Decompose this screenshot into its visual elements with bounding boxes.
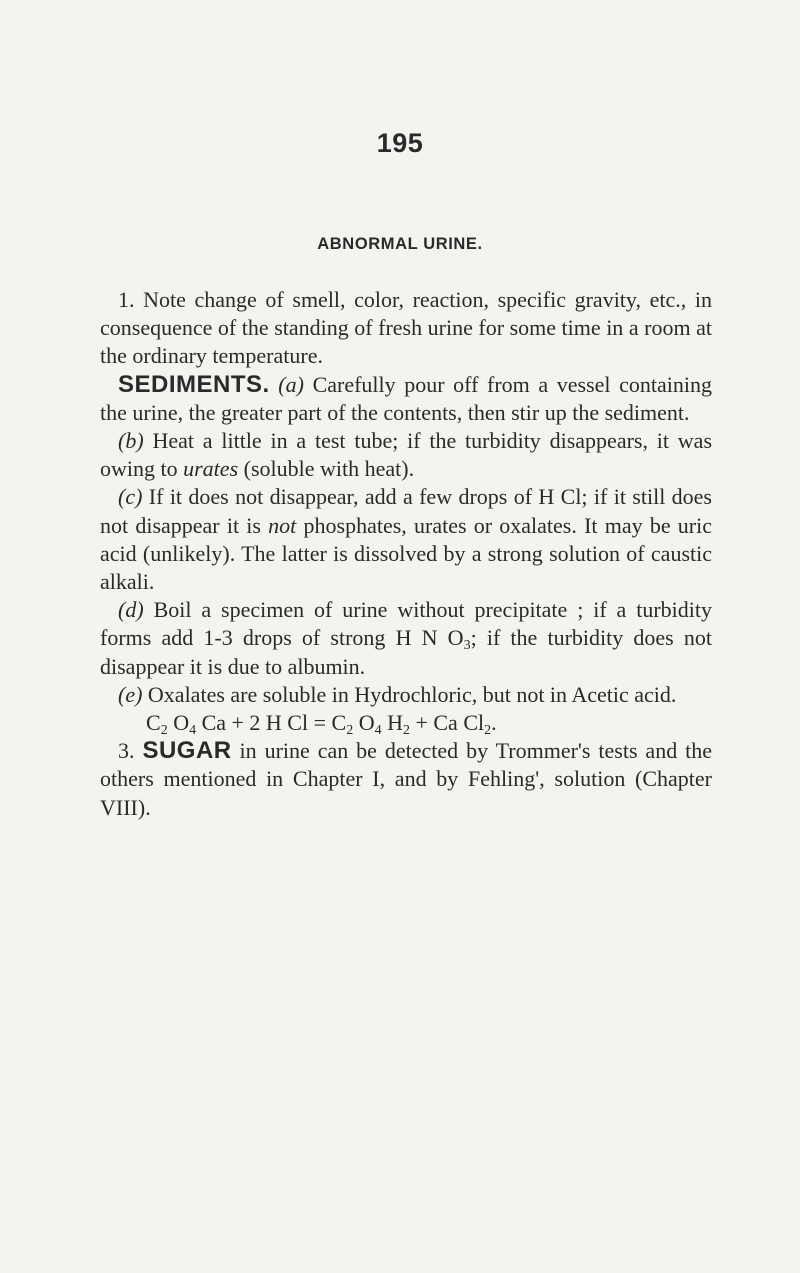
body-text [100, 286, 712, 822]
eq-part: + Ca Cl [409, 710, 485, 736]
eq-sub: 2 [346, 723, 354, 739]
eq-sub: 2 [160, 723, 168, 739]
paragraph-sediments-text: Carefully pour off from a vessel containing the urine, the greater part of the contents, then stir up the sediment. [100, 371, 713, 425]
sediments-heading: SEDIMENTS. [118, 370, 270, 398]
chemical-equation [100, 709, 712, 737]
paragraph-b-text-b: (soluble with heat). [243, 456, 415, 482]
eq-sub: 2 [402, 723, 410, 739]
marker-c: (c) [118, 484, 143, 510]
marker-e: (e) [118, 681, 143, 707]
marker-a: (a) [278, 371, 304, 397]
marker-b: (b) [118, 428, 144, 454]
paragraph-c-text-a: If it does not disappear, add a few drops of H Cl; if it still does not disappear it is [100, 484, 712, 538]
paragraph-sugar [100, 737, 712, 822]
eq-part: C [146, 710, 161, 736]
paragraph-b-italic: urates [183, 456, 239, 482]
eq-part: H [381, 710, 403, 736]
paragraph-c-text-b: phosphates, urates or oxalates. It may be uric acid (unlikely). The latter is dissolved by a strong solution of caustic alkali. [100, 512, 713, 595]
paragraph-sugar-text: in urine can be detected by Trommer's tests and the others mentioned in Chapter I, and by Fehling', solution (Chapter VIII). [100, 738, 713, 820]
paragraph-d-text-a: Boil a specimen of urine without precipitate ; if a turbidity forms add 1-3 drops of strong H N O [100, 597, 713, 651]
eq-sub: 4 [189, 723, 197, 739]
paragraph-sugar-number: 3. [118, 738, 135, 764]
eq-part: O [353, 710, 375, 736]
sugar-heading: SUGAR [142, 737, 232, 765]
eq-part: Ca + 2 H Cl = C [196, 710, 347, 736]
paragraph-c-italic: not [268, 512, 297, 538]
paragraph-d-subscript: 3 [463, 638, 471, 654]
eq-part: O [167, 710, 190, 736]
paragraph-c [100, 483, 712, 596]
paragraph-b [100, 427, 712, 483]
eq-sub: 4 [374, 723, 382, 739]
page-number: 195 [376, 128, 424, 158]
paragraph-e-text: Oxalates are soluble in Hydrochloric, but not in Acetic acid. [147, 681, 677, 707]
eq-part: . [491, 710, 497, 736]
section-heading: ABNORMAL URINE. [317, 235, 483, 253]
paragraph-1-text: 1. Note change of smell, color, reaction, specific gravity, etc., in consequence of the standing of fresh urine for some time in a room at the ordinary temperature. [100, 287, 712, 369]
eq-sub: 2 [484, 723, 492, 739]
paragraph-d [100, 596, 712, 681]
paragraph-1 [100, 286, 712, 371]
paragraph-e [100, 681, 712, 709]
paragraph-d-text-b: ; if the turbidity does not disappear it is due to albumin. [100, 625, 712, 679]
paragraph-sediments [100, 371, 712, 427]
paragraph-b-text-a: Heat a little in a test tube; if the turbidity disappears, it was owing to [100, 428, 713, 482]
marker-d: (d) [118, 597, 144, 623]
